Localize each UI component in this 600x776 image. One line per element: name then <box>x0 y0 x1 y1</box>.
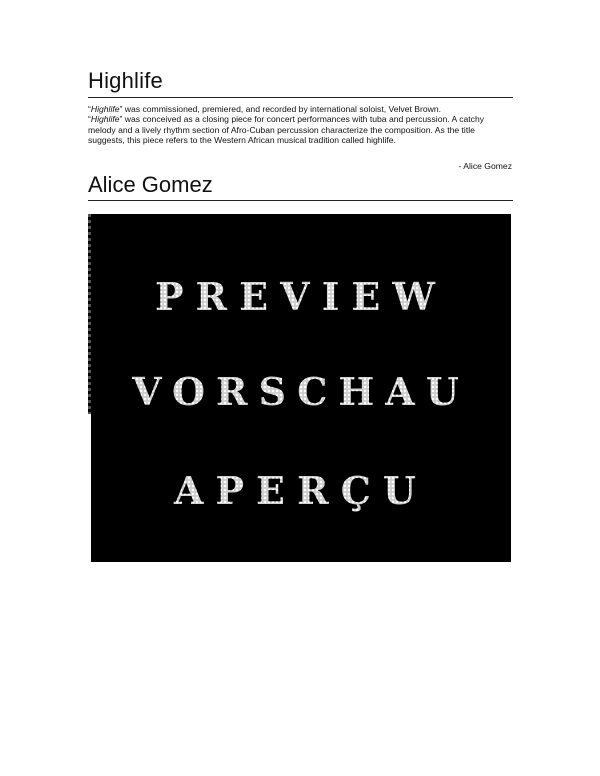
page-title: Highlife <box>88 66 513 98</box>
description-text-2: was conceived as a closing piece for concert performances with tuba and percussion. A catchy melody and a lively rhythm section of Afro-Cuban percussion characterize the composition. As the title suggests, this piece refers to the Western African musical tradition called highlife. <box>88 114 485 145</box>
watermark-apercu: APERÇU <box>91 468 511 513</box>
work-title-italic: Highlife <box>90 104 120 114</box>
watermark-vorschau: VORSCHAU <box>91 369 511 414</box>
watermark-preview: PREVIEW <box>91 274 511 319</box>
work-title-italic: Highlife <box>90 114 120 125</box>
attribution: - Alice Gomez <box>458 161 512 171</box>
description <box>88 104 513 145</box>
description-paragraph-2: “Highlife” was conceived as a closing piece for concert performances with tuba and percussion. A catchy melody and a lively rhythm section of Afro-Cuban percussion characterize the composition. As the title suggests, this piece refers to the Western African musical tradition called highlife. <box>88 114 485 145</box>
description-text-1: was commissioned, premiered, and recorded by international soloist, Velvet Brown. <box>122 104 442 114</box>
score-preview-image <box>91 214 511 562</box>
composer-name: Alice Gomez <box>88 171 513 201</box>
description-paragraph-1: “Highlife” was commissioned, premiered, and recorded by international soloist, Velvet Brown. <box>88 104 442 114</box>
